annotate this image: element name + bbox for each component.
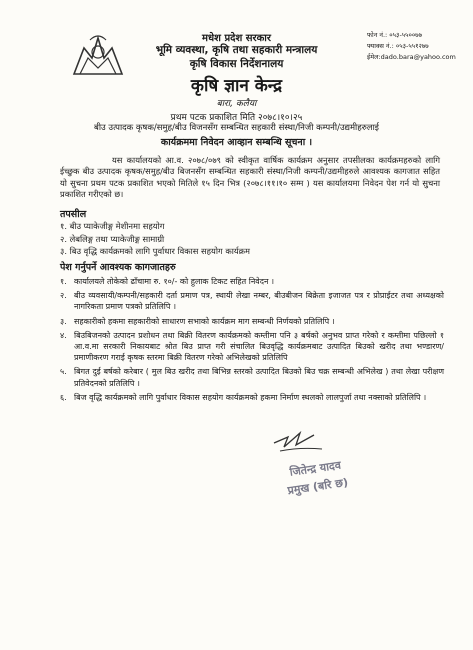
item-number: ३. <box>60 316 67 326</box>
header-line-government: मधेश प्रदेश सरकार <box>202 33 271 44</box>
list-item <box>60 316 444 327</box>
header-line-directorate: कृषि विकास निर्देशनालय <box>189 58 284 70</box>
documents-title: पेश गर्नुपर्ने आवश्यक कागजातहरु <box>60 262 176 273</box>
notice-paragraph <box>60 155 440 201</box>
documents-list <box>60 276 444 406</box>
list-item <box>60 290 444 312</box>
contact-fax: फ्याक्स नं.: ०५३-५५१२७७ <box>367 42 429 50</box>
stamp-name: जितेन्द्र यादव <box>288 458 342 479</box>
subject-line-1: बीउ उत्पादक कृषक/समुह/बीउ विजनसँग सम्बन्धित सहकारी संस्था/निजी कम्पनी/उद्यमीहरुलाई <box>94 123 379 133</box>
list-item: १. बीउ प्याकेजीङ्ग मेशीनमा सहयोग <box>60 221 165 231</box>
contact-block <box>367 30 456 63</box>
tapsil-title: तपसील <box>60 209 87 220</box>
subject-line-2: कार्यक्रममा निवेदन आव्हान सम्बन्धि सूचना । <box>160 137 313 148</box>
list-item <box>60 276 444 287</box>
list-item <box>60 330 444 364</box>
notice-paragraph-text: यस कार्यालयको आ.व. २०७८/०७९ को स्वीकृत वार्षिक कार्यक्रम अनुसार तपसीलका कार्यक्रमहरुको लागि ईच्छुक बीउ उत्पादक कृषक/समुह/बीउ बिजनसँग सम्बन्धित सहकारी संस्था/निजी कम्पनी/उद्यमीहरुले आवश्यक कागजात सहित यो सुचना प्रथम पटक प्रकाशित भएको मितिले १५ दिन भित्र (२०७८।११।१० सम्म ) यस कार्यालयमा निवेदन पेश गर्न यो सुचना प्रकाशित गरीएको छ। <box>60 155 440 200</box>
contact-email: ईमेल:dado.bara@yahoo.com <box>367 53 456 61</box>
item-text: बिज वृद्धि कार्यक्रमको लागि पुर्वाधार विकास सहयोग कार्यक्रमको हकमा निर्माण स्थलको लालपुर्जा तथा नक्साको प्रतिलिपि । <box>74 392 427 402</box>
item-number: १. <box>60 277 67 286</box>
item-number: २. <box>60 291 67 301</box>
list-item: ३. बिउ वृद्धि कार्यक्रमको लागि पुर्वाधार विकास सहयोग कार्यक्रम <box>60 246 250 256</box>
item-number: ५. <box>60 367 67 377</box>
header-line-ministry: भूमि व्यवस्था, कृषि तथा सहकारी मन्त्रालय <box>155 44 318 56</box>
item-text: कार्यालयले तोकेको ढाँचामा रु. १०/- को हुलाक टिकट सहित निवेदन । <box>74 277 275 286</box>
item-text: बिगत दुई बर्षको करेबार ( मुल बिउ खरीद तथा बिभिन्न स्तरको उत्पादित बिउको बिउ चक्र सम्बन्धी अभिलेख ) तथा लेखा परीक्षण प्रतिवेदनको प्रतिलिपि । <box>74 367 444 388</box>
item-text: सहकारीको हकमा सहकारीको साधारण सभाको कार्यक्रम माग सम्बन्धी निर्णयको प्रतिलिपि । <box>74 316 335 326</box>
contact-phone: फोन नं.: ०५३-५५००७७ <box>367 31 423 39</box>
stamp-designation: प्रमुख (बरि छ) <box>286 475 349 498</box>
list-item <box>60 392 444 403</box>
header-location: बारा, कलैया <box>216 99 257 109</box>
signature-mark <box>270 425 330 455</box>
item-number: ४. <box>60 330 67 340</box>
officer-stamp <box>265 453 372 522</box>
item-text: बिउबिजनको उत्पादन प्रशोधन तथा बिक्री वितरण कार्यक्रमको कम्तीमा पनि ३ बर्षको अनुभव प्राप्त गरेको र कम्तीमा पछिल्लो १ आ.व.मा सरकारी निकायबाट श्रोत बिउ प्राप्त गरी संचालित बिउवृद्धि कार्यक्रमबाट उत्पादित बिउको खरीद तथा भण्डारण/प्रमाणीकरण गराई कृषक स्तरमा बिक्री वितरण गरेको अभिलेखको प्रतिलिपि <box>74 330 444 363</box>
list-item <box>60 366 444 388</box>
publish-date: प्रथम पटक प्रकाशित मिति २०७८।१०।२५ <box>170 113 303 123</box>
item-number: ६. <box>60 392 67 402</box>
item-text: बीउ व्यवसायी/कम्पनी/सहकारी दर्ता प्रमाण पत्र, स्थायी लेखा नम्बर, बीउबीजन बिक्रेता इजाजत पत्र र प्रोप्राईटर तथा अध्यक्षको नागरिकता प्रमाण पत्रको प्रतिलिपि । <box>74 291 444 312</box>
list-item: २. लेबलिङ्ग तथा प्याकेजीङ्ग सामाग्री <box>60 233 165 244</box>
header-office-title: कृषि ज्ञान केन्द्र <box>190 76 283 96</box>
tapsil-list <box>60 220 250 258</box>
